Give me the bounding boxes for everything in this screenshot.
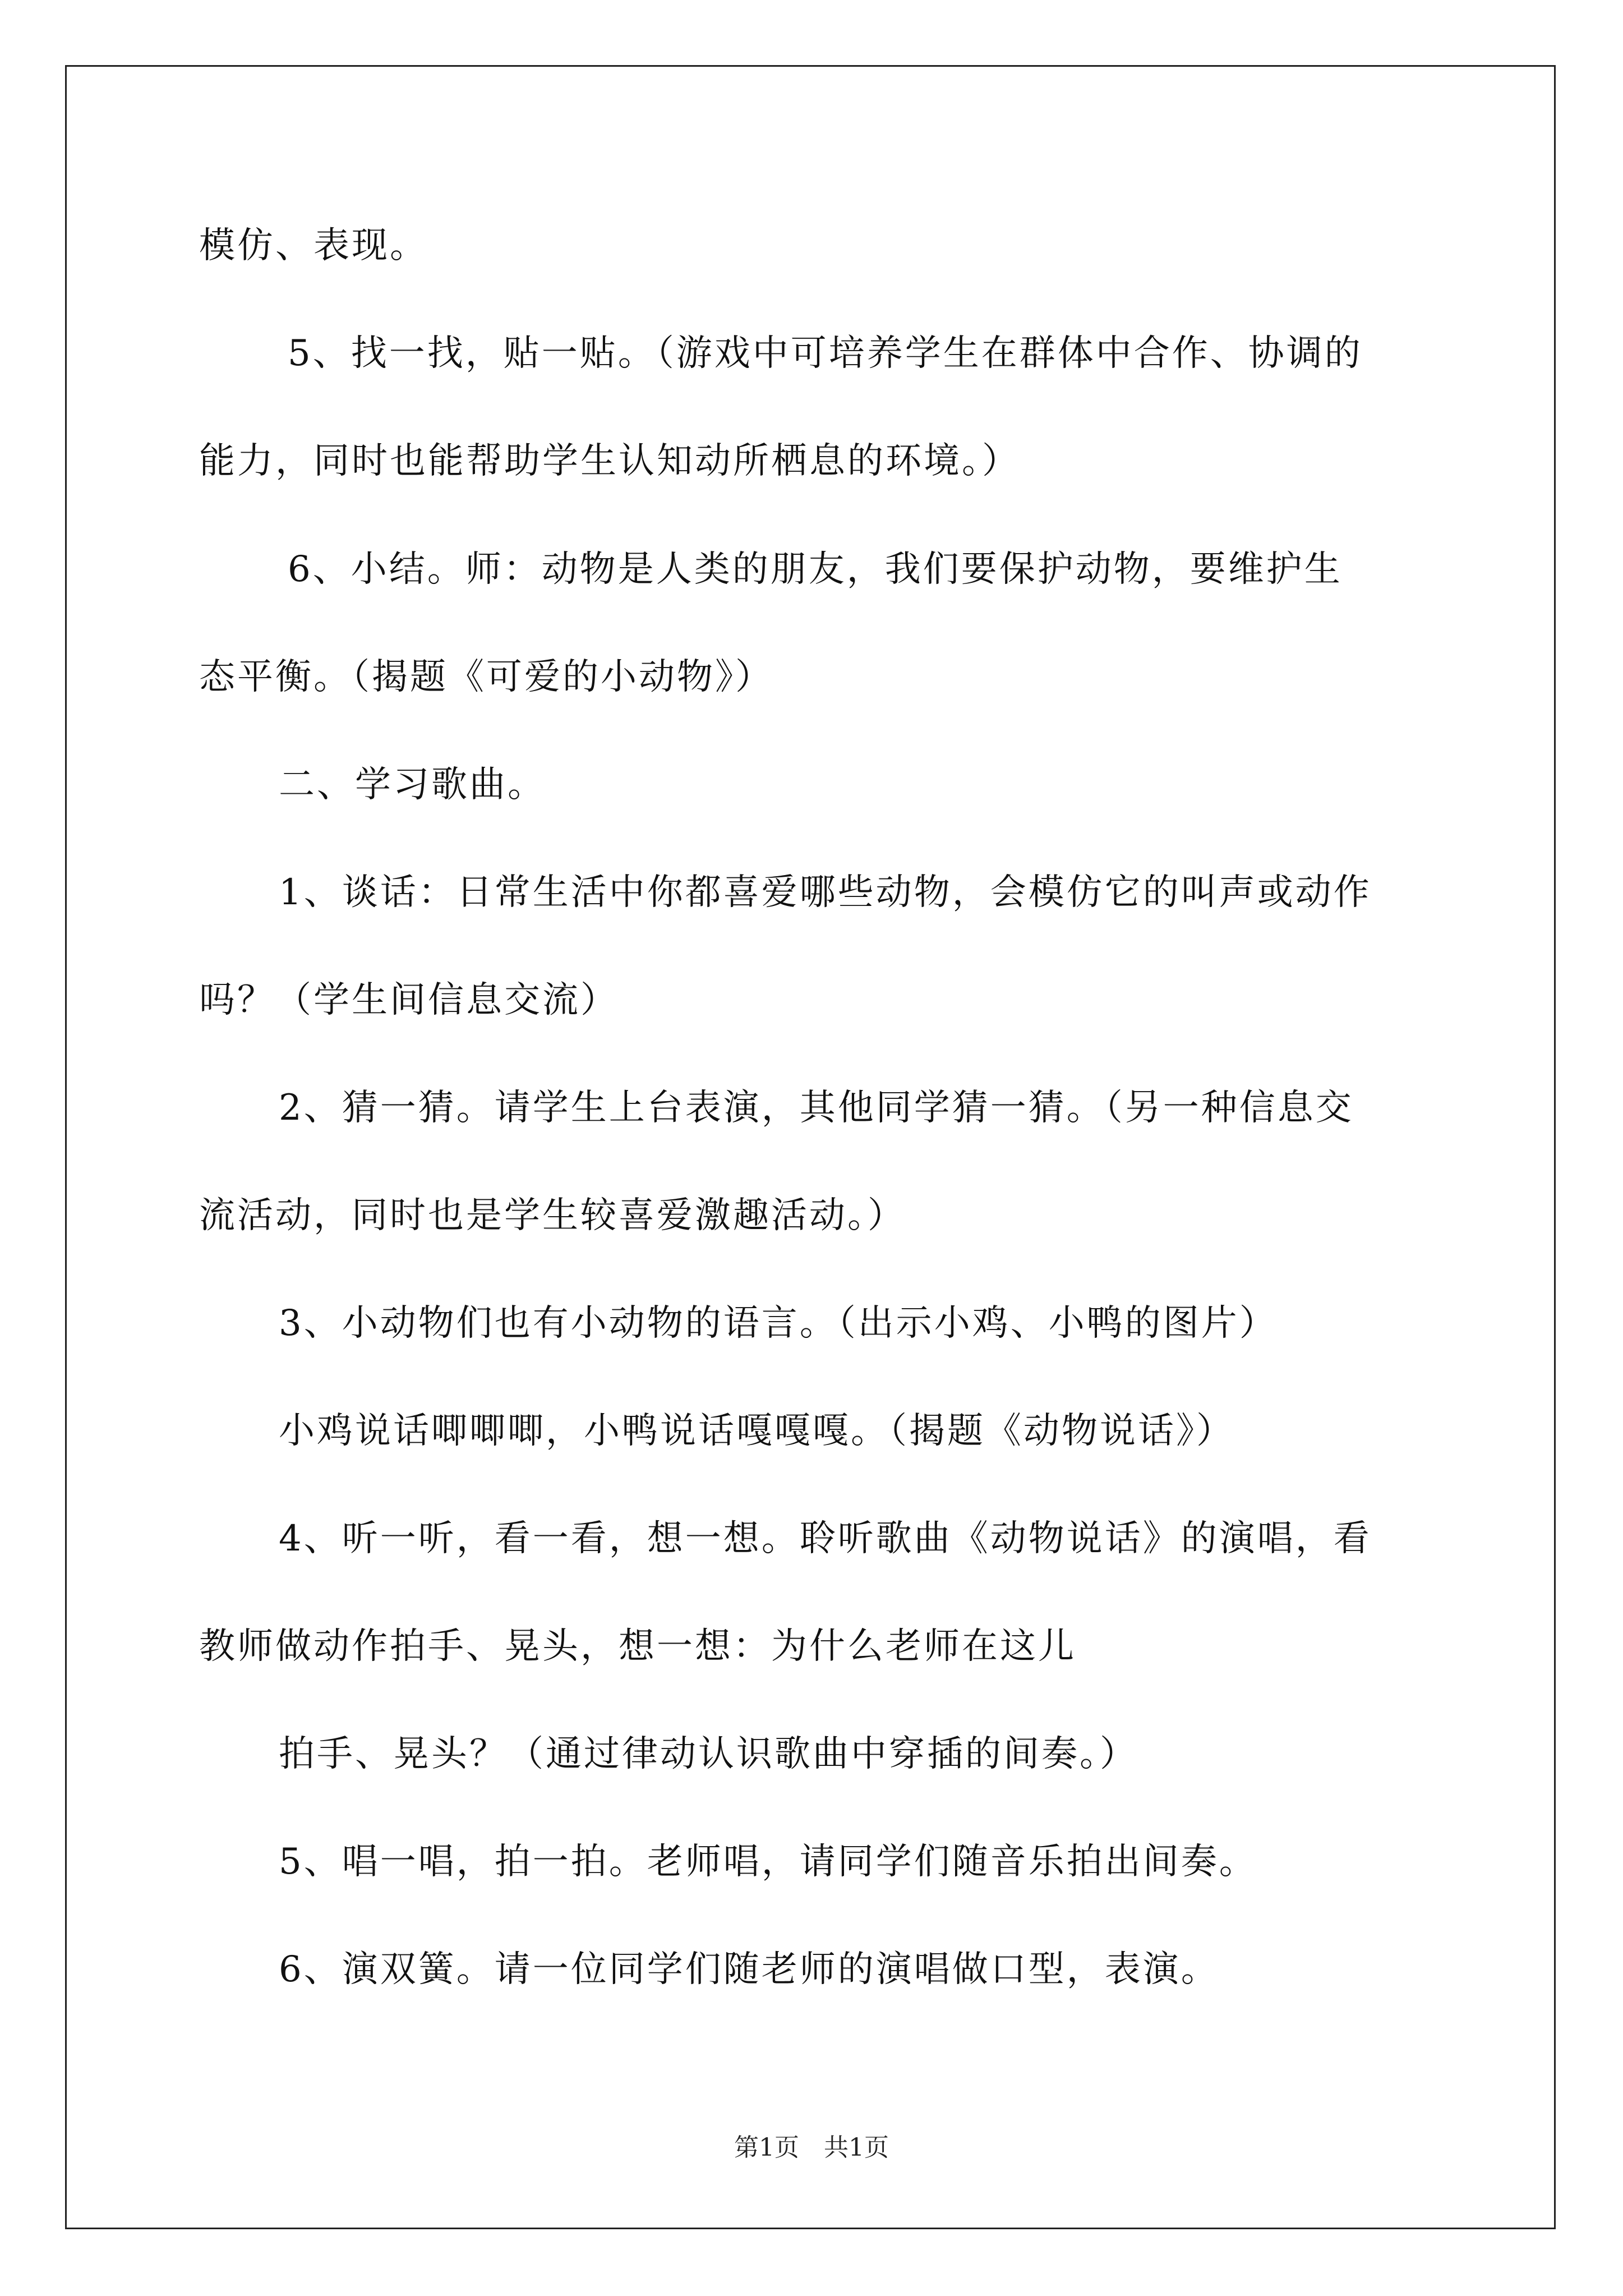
text-line: 模仿、表现。 xyxy=(199,225,428,266)
text-line: 拍手、晃头？（通过律动认识歌曲中穿插的间奏。） xyxy=(279,1733,1138,1775)
text-line: 态平衡。（揭题《可爱的小动物》） xyxy=(199,656,773,698)
text-line: 吗？（学生间信息交流） xyxy=(199,979,619,1021)
text-line: 6、演双簧。请一位同学们随老师的演唱做口型，表演。 xyxy=(279,1949,1219,1990)
text-line: 6、小结。师：动物是人类的朋友，我们要保护动物，要维护生 xyxy=(288,549,1343,590)
text-line: 流活动，同时也是学生较喜爱激趣活动。） xyxy=(199,1195,906,1236)
text-line: 1、谈话：日常生活中你都喜爱哪些动物，会模仿它的叫声或动作 xyxy=(279,872,1372,913)
text-line: 4、听一听，看一看，想一想。聆听歌曲《动物说话》的演唱，看 xyxy=(279,1518,1372,1559)
text-line: 小鸡说话唧唧唧，小鸭说话嘎嘎嘎。（揭题《动物说话》） xyxy=(279,1410,1234,1452)
text-line: 能力，同时也能帮助学生认知动所栖息的环境。） xyxy=(199,440,1020,482)
section-heading: 二、学习歌曲。 xyxy=(279,764,546,806)
page-number-footer: 第1页 共1页 xyxy=(734,2133,889,2162)
text-line: 教师做动作拍手、晃头，想一想：为什么老师在这儿 xyxy=(199,1626,1076,1667)
text-line: 3、小动物们也有小动物的语言。（出示小鸡、小鸭的图片） xyxy=(279,1303,1278,1344)
text-line: 2、猜一猜。请学生上台表演，其他同学猜一猜。（另一种信息交 xyxy=(279,1087,1354,1129)
text-line: 5、唱一唱，拍一拍。老师唱，请同学们随音乐拍出间奏。 xyxy=(279,1841,1257,1883)
text-line: 5、找一找，贴一贴。（游戏中可培养学生在群体中合作、协调的 xyxy=(288,333,1363,374)
page-border xyxy=(65,65,1556,2229)
